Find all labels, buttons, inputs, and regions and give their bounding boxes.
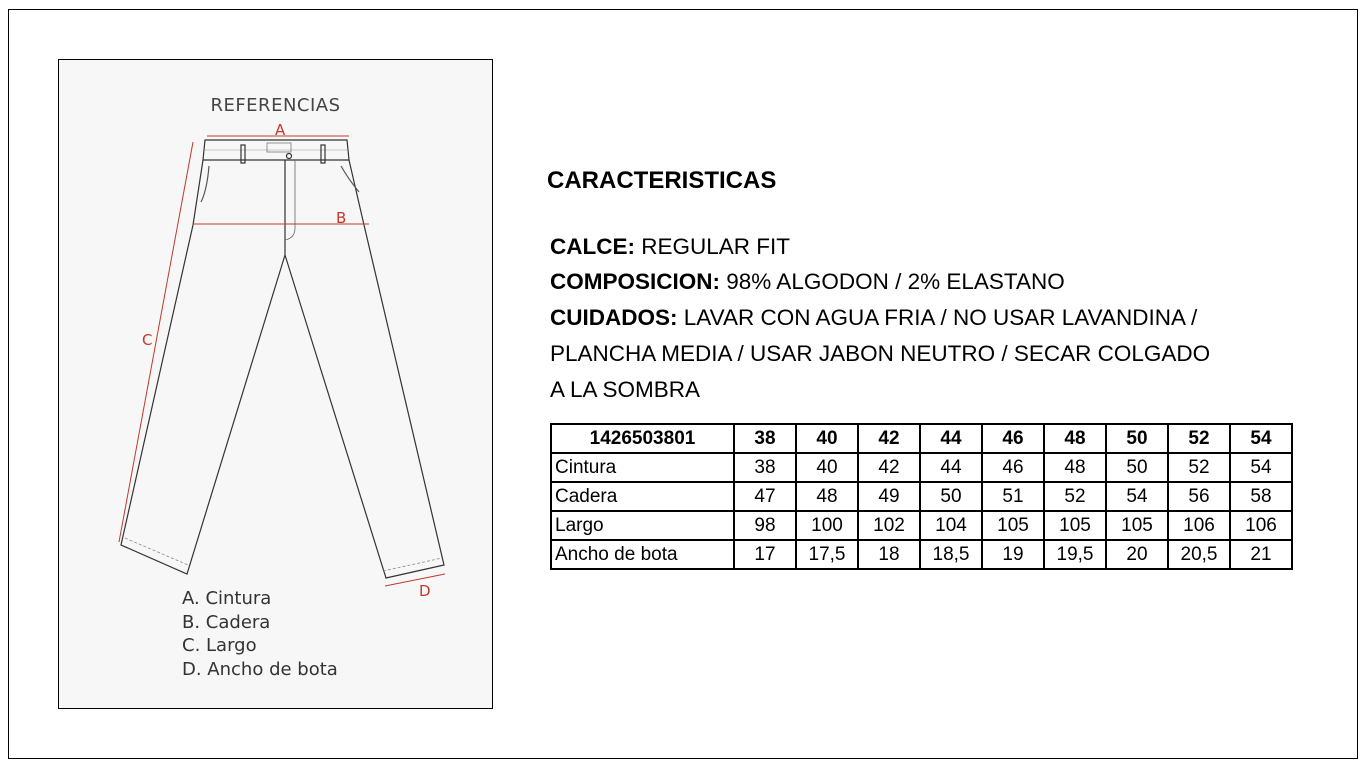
table-cell: 54 bbox=[1230, 453, 1292, 482]
row-label: Ancho de bota bbox=[551, 540, 734, 569]
table-cell: 18 bbox=[858, 540, 920, 569]
legend-item-cintura: A. Cintura bbox=[182, 588, 272, 609]
table-cell: 105 bbox=[982, 511, 1044, 540]
table-cell: 18,5 bbox=[920, 540, 982, 569]
size-header: 48 bbox=[1044, 424, 1106, 453]
size-header: 38 bbox=[734, 424, 796, 453]
table-cell: 20 bbox=[1106, 540, 1168, 569]
reference-legend bbox=[182, 587, 338, 681]
table-cell: 52 bbox=[1044, 482, 1106, 511]
table-cell: 42 bbox=[858, 453, 920, 482]
table-cell: 104 bbox=[920, 511, 982, 540]
table-cell: 47 bbox=[734, 482, 796, 511]
marker-a: A bbox=[275, 121, 286, 139]
size-header: 52 bbox=[1168, 424, 1230, 453]
fit-label: CALCE: bbox=[550, 234, 635, 259]
table-cell: 40 bbox=[796, 453, 858, 482]
reference-panel bbox=[58, 59, 493, 709]
size-header: 46 bbox=[982, 424, 1044, 453]
table-row bbox=[551, 540, 1292, 569]
row-label: Cintura bbox=[551, 453, 734, 482]
care-line-1 bbox=[550, 305, 1197, 331]
marker-d: D bbox=[419, 582, 431, 600]
table-cell: 51 bbox=[982, 482, 1044, 511]
size-table-header bbox=[551, 424, 1292, 453]
table-cell: 48 bbox=[796, 482, 858, 511]
marker-line-c bbox=[119, 142, 193, 542]
table-cell: 49 bbox=[858, 482, 920, 511]
table-cell: 38 bbox=[734, 453, 796, 482]
table-cell: 20,5 bbox=[1168, 540, 1230, 569]
table-cell: 50 bbox=[920, 482, 982, 511]
table-cell: 58 bbox=[1230, 482, 1292, 511]
legend-item-cadera: B. Cadera bbox=[182, 611, 271, 633]
size-table bbox=[550, 423, 1293, 570]
marker-c: C bbox=[142, 331, 153, 349]
fit-value: REGULAR FIT bbox=[635, 234, 791, 259]
table-cell: 105 bbox=[1044, 511, 1106, 540]
size-header: 54 bbox=[1230, 424, 1292, 453]
table-cell: 17,5 bbox=[796, 540, 858, 569]
table-cell: 105 bbox=[1106, 511, 1168, 540]
table-cell: 102 bbox=[858, 511, 920, 540]
table-cell: 98 bbox=[734, 511, 796, 540]
table-row bbox=[551, 511, 1292, 540]
size-header: 42 bbox=[858, 424, 920, 453]
table-row bbox=[551, 453, 1292, 482]
size-header: 40 bbox=[796, 424, 858, 453]
table-cell: 52 bbox=[1168, 453, 1230, 482]
composition-label: COMPOSICION: bbox=[550, 269, 721, 294]
product-code: 1426503801 bbox=[551, 424, 734, 453]
pants-outline bbox=[121, 140, 444, 578]
marker-b: B bbox=[336, 209, 347, 227]
composition-line bbox=[550, 269, 1065, 295]
table-cell: 56 bbox=[1168, 482, 1230, 511]
table-cell: 21 bbox=[1230, 540, 1292, 569]
table-cell: 106 bbox=[1168, 511, 1230, 540]
size-header: 50 bbox=[1106, 424, 1168, 453]
composition-value: 98% ALGODON / 2% ELASTANO bbox=[720, 269, 1065, 294]
care-label: CUIDADOS: bbox=[550, 305, 678, 330]
table-cell: 46 bbox=[982, 453, 1044, 482]
table-cell: 48 bbox=[1044, 453, 1106, 482]
reference-title: REFERENCIAS bbox=[210, 95, 341, 116]
size-header: 44 bbox=[920, 424, 982, 453]
row-label: Cadera bbox=[551, 482, 734, 511]
fit-line bbox=[550, 234, 790, 260]
care-line-3: A LA SOMBRA bbox=[550, 377, 701, 402]
table-cell: 100 bbox=[796, 511, 858, 540]
table-cell: 17 bbox=[734, 540, 796, 569]
row-label: Largo bbox=[551, 511, 734, 540]
care-line-2: PLANCHA MEDIA / USAR JABON NEUTRO / SECAR COLGADO bbox=[550, 341, 1211, 366]
care-value-1: LAVAR CON AGUA FRIA / NO USAR LAVANDINA / bbox=[677, 305, 1198, 330]
legend-item-ancho-de-bota: D. Ancho de bota bbox=[182, 658, 338, 680]
table-cell: 106 bbox=[1230, 511, 1292, 540]
table-cell: 19 bbox=[982, 540, 1044, 569]
legend-item-largo: C. Largo bbox=[182, 635, 257, 656]
table-cell: 19,5 bbox=[1044, 540, 1106, 569]
characteristics-title: CARACTERISTICAS bbox=[547, 167, 777, 194]
table-cell: 54 bbox=[1106, 482, 1168, 511]
table-row bbox=[551, 482, 1292, 511]
table-cell: 50 bbox=[1106, 453, 1168, 482]
table-cell: 44 bbox=[920, 453, 982, 482]
